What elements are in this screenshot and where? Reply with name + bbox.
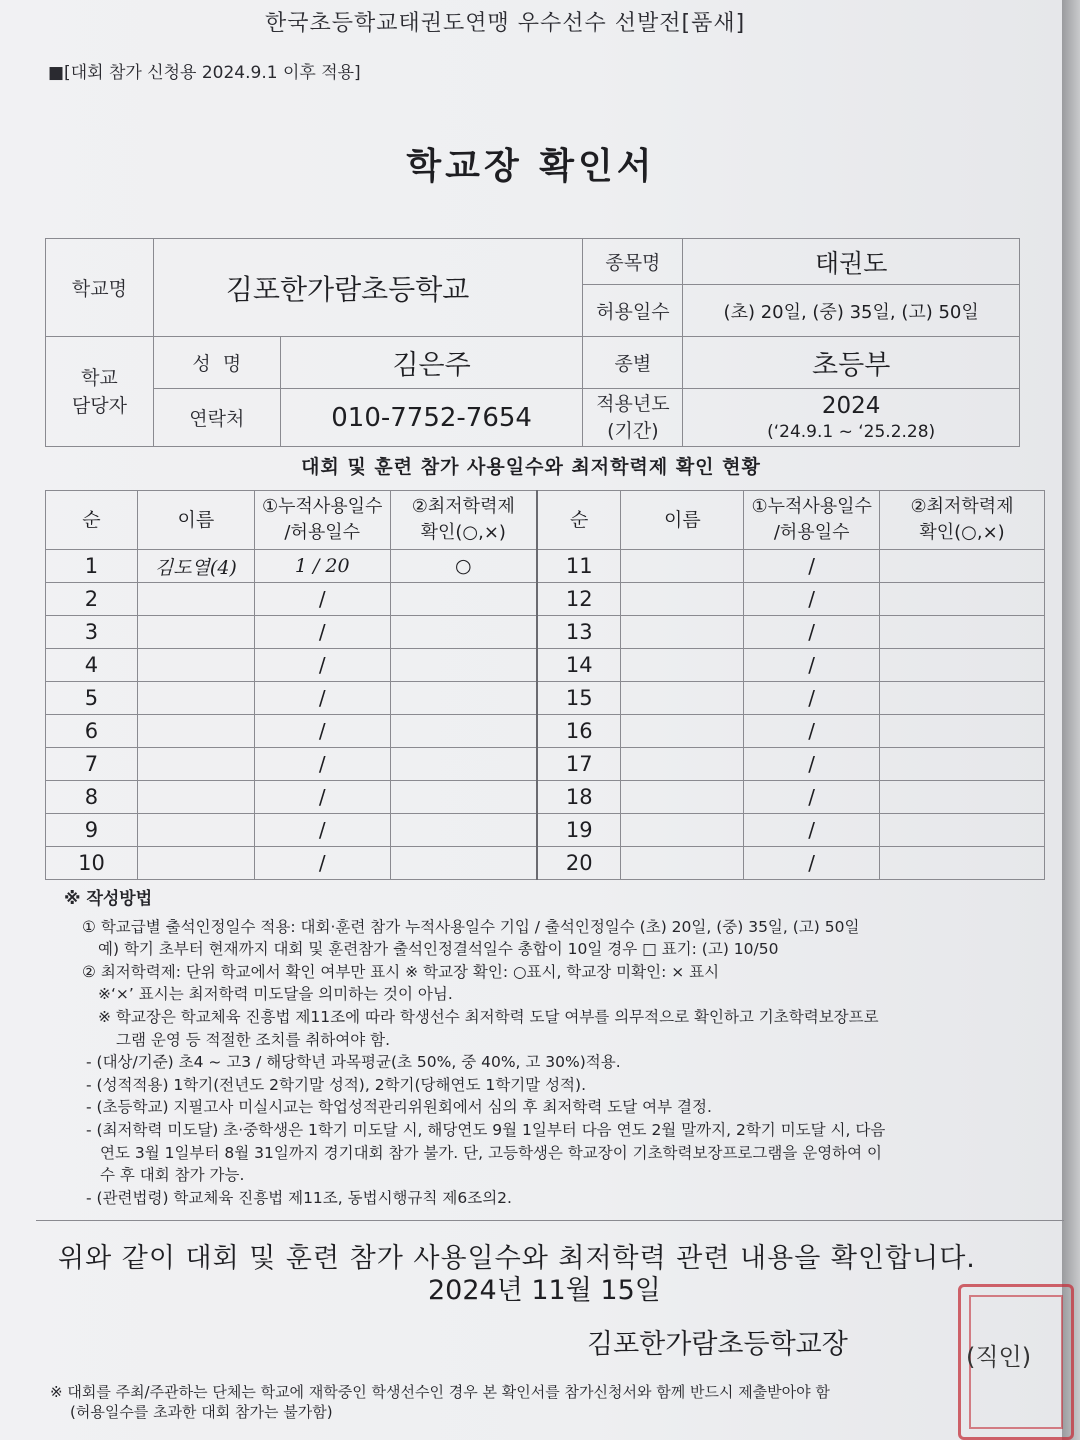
row-check bbox=[880, 781, 1045, 814]
row-name bbox=[621, 649, 744, 682]
instruction-line: - (초등학교) 지필고사 미실시교는 학업성적관리위원회에서 심의 후 최저학력 도달 여부 결정. bbox=[86, 1098, 712, 1117]
row-check bbox=[390, 847, 537, 880]
row-check bbox=[390, 715, 537, 748]
row-name bbox=[621, 781, 744, 814]
instructions bbox=[64, 888, 994, 1209]
row-days: / bbox=[744, 649, 880, 682]
row-number: 15 bbox=[537, 682, 621, 715]
table-row bbox=[46, 682, 1045, 715]
col-no-header: 순 bbox=[537, 491, 621, 550]
year-value: 2024 bbox=[821, 392, 881, 419]
row-name bbox=[621, 682, 744, 715]
col-check-header: ②최저학력제 확인(○,×) bbox=[390, 491, 537, 550]
instruction-line: 그램 운영 등 적절한 조치를 취하여야 함. bbox=[116, 1030, 391, 1049]
row-name bbox=[137, 682, 254, 715]
col-days-header: ①누적사용일수 /허용일수 bbox=[254, 491, 390, 550]
division-value: 초등부 bbox=[683, 337, 1020, 389]
instruction-line: - (최저학력 미도달) 초·중학생은 1학기 미도달 시, 해당연도 9월 1일부터 다음 연도 2월 말까지, 2학기 미도달 시, 다음 bbox=[86, 1120, 886, 1139]
instruction-line: ① 학교급별 출석인정일수 적용: 대회·훈련 참가 누적사용일수 기입 / 출석인정일수 (초) 20일, (중) 35일, (고) 50일 bbox=[82, 917, 860, 936]
instruction-line: 연도 3월 1일부터 8월 31일까지 경기대회 참가 불가. 단, 고등학생은 학교장이 기초학력보장프로그램을 운영하여 이 bbox=[100, 1143, 883, 1162]
row-number: 1 bbox=[46, 550, 138, 583]
row-check bbox=[880, 682, 1045, 715]
row-number: 11 bbox=[537, 550, 621, 583]
principal-name: 김포한가람초등학교장 bbox=[587, 1329, 848, 1360]
instruction-line: 예) 학기 초부터 현재까지 대회 및 훈련참가 출석인정결석일수 총합이 10일 경우 □ 표기: (고) 10/50 bbox=[98, 940, 779, 959]
sport-value: 태권도 bbox=[683, 239, 1020, 285]
row-number: 5 bbox=[46, 682, 138, 715]
row-days: / bbox=[254, 616, 390, 649]
row-number: 20 bbox=[537, 847, 621, 880]
row-number: 19 bbox=[537, 814, 621, 847]
row-days: / bbox=[254, 583, 390, 616]
row-name: 김도열(4) bbox=[137, 550, 254, 583]
row-check bbox=[880, 814, 1045, 847]
col-name-header: 이름 bbox=[137, 491, 254, 550]
row-number: 3 bbox=[46, 616, 138, 649]
row-name bbox=[137, 748, 254, 781]
school-info-table bbox=[45, 238, 1020, 447]
row-name bbox=[621, 748, 744, 781]
row-days: / bbox=[744, 682, 880, 715]
table-row bbox=[46, 814, 1045, 847]
instruction-line: - (성적적용) 1학기(전년도 2학기말 성적), 2학기(당해연도 1학기말 성적). bbox=[86, 1075, 586, 1094]
document-title: 학교장 확인서 bbox=[406, 145, 656, 187]
row-number: 13 bbox=[537, 616, 621, 649]
status-table bbox=[45, 490, 1045, 880]
row-name bbox=[621, 847, 744, 880]
row-check bbox=[390, 682, 537, 715]
seal-label: (직인) bbox=[966, 1343, 1032, 1371]
row-name bbox=[621, 583, 744, 616]
row-name bbox=[137, 616, 254, 649]
row-check bbox=[390, 649, 537, 682]
name-label: 성 명 bbox=[153, 337, 280, 389]
instruction-line: - (관련법령) 학교체육 진흥법 제11조, 동법시행규칙 제6조의2. bbox=[86, 1188, 512, 1207]
row-number: 9 bbox=[46, 814, 138, 847]
allowed-days-value: (초) 20일, (중) 35일, (고) 50일 bbox=[683, 285, 1020, 337]
row-number: 12 bbox=[537, 583, 621, 616]
table-row bbox=[46, 748, 1045, 781]
confirmation-statement: 위와 같이 대회 및 훈련 참가 사용일수와 최저학력 관련 내용을 확인합니다. bbox=[58, 1243, 976, 1274]
row-check bbox=[880, 715, 1045, 748]
row-name bbox=[621, 814, 744, 847]
school-label: 학교명 bbox=[46, 239, 154, 337]
row-check: ○ bbox=[390, 550, 537, 583]
row-days: / bbox=[254, 649, 390, 682]
instructions-list bbox=[64, 916, 994, 1210]
instruction-line: ② 최저학력제: 단위 학교에서 확인 여부만 표시 ※ 학교장 확인: ○표시, 학교장 미확인: × 표시 bbox=[82, 962, 720, 981]
row-number: 4 bbox=[46, 649, 138, 682]
row-days: / bbox=[254, 682, 390, 715]
table-row bbox=[46, 550, 1045, 583]
row-check bbox=[880, 847, 1045, 880]
phone-label: 연락처 bbox=[153, 389, 280, 447]
row-check bbox=[390, 781, 537, 814]
row-days: / bbox=[744, 616, 880, 649]
row-number: 2 bbox=[46, 583, 138, 616]
row-days: / bbox=[744, 748, 880, 781]
phone-value: 010-7752-7654 bbox=[280, 389, 583, 447]
row-check bbox=[880, 649, 1045, 682]
row-check bbox=[880, 748, 1045, 781]
row-days: / bbox=[254, 715, 390, 748]
table-row bbox=[46, 781, 1045, 814]
row-number: 14 bbox=[537, 649, 621, 682]
row-name bbox=[137, 649, 254, 682]
col-check-header: ②최저학력제 확인(○,×) bbox=[880, 491, 1045, 550]
row-check bbox=[390, 748, 537, 781]
instruction-line: 수 후 대회 참가 가능. bbox=[100, 1166, 245, 1185]
row-days: 1 / 20 bbox=[254, 550, 390, 583]
applies-to-note: ■[대회 참가 신청용 2024.9.1 이후 적용] bbox=[48, 63, 361, 83]
row-days: / bbox=[744, 814, 880, 847]
footnote-line: ※ 대회를 주최/주관하는 단체는 학교에 재학중인 학생선수인 경우 본 확인서를 참가신청서와 함께 반드시 제출받아야 함 bbox=[50, 1383, 830, 1401]
sport-label: 종목명 bbox=[583, 239, 683, 285]
row-name bbox=[137, 847, 254, 880]
name-value: 김은주 bbox=[280, 337, 583, 389]
status-rows bbox=[46, 550, 1045, 880]
row-days: / bbox=[744, 781, 880, 814]
row-check bbox=[390, 583, 537, 616]
year-cell bbox=[683, 389, 1020, 447]
instruction-line: ※ 학교장은 학교체육 진흥법 제11조에 따라 학생선수 최저학력 도달 여부를 의무적으로 확인하고 기초학력보장프로 bbox=[98, 1007, 879, 1026]
row-days: / bbox=[744, 583, 880, 616]
row-name bbox=[621, 616, 744, 649]
table-row bbox=[46, 649, 1045, 682]
table-row bbox=[46, 616, 1045, 649]
period-value: (‘24.9.1 ~ ‘25.2.28) bbox=[767, 421, 936, 442]
row-name bbox=[137, 814, 254, 847]
confirmation-date: 2024년 11월 15일 bbox=[428, 1275, 661, 1306]
row-check bbox=[390, 616, 537, 649]
instruction-line: ※‘×’ 표시는 최저학력 미도달을 의미하는 것이 아님. bbox=[98, 985, 453, 1004]
row-days: / bbox=[744, 550, 880, 583]
row-number: 6 bbox=[46, 715, 138, 748]
row-number: 18 bbox=[537, 781, 621, 814]
instructions-heading: ※ 작성방법 bbox=[64, 889, 153, 909]
status-title: 대회 및 훈련 참가 사용일수와 최저학력제 확인 현황 bbox=[301, 456, 761, 478]
instruction-line: - (대상/기준) 초4 ~ 고3 / 해당학년 과목평균(초 50%, 중 40%, 고 30%)적용. bbox=[86, 1053, 621, 1072]
row-check bbox=[880, 616, 1045, 649]
footnote-line: (허용일수를 초과한 대회 참가는 불가함) bbox=[70, 1403, 333, 1421]
row-days: / bbox=[254, 847, 390, 880]
row-days: / bbox=[254, 814, 390, 847]
col-name-header: 이름 bbox=[621, 491, 744, 550]
row-number: 8 bbox=[46, 781, 138, 814]
row-days: / bbox=[744, 847, 880, 880]
divider bbox=[36, 1220, 1064, 1221]
footnote bbox=[50, 1382, 830, 1422]
row-days: / bbox=[254, 748, 390, 781]
row-days: / bbox=[744, 715, 880, 748]
contact-person-label: 학교 담당자 bbox=[46, 337, 154, 447]
col-days-header: ①누적사용일수 /허용일수 bbox=[744, 491, 880, 550]
row-check bbox=[880, 550, 1045, 583]
row-name bbox=[621, 550, 744, 583]
row-name bbox=[137, 715, 254, 748]
row-name bbox=[137, 781, 254, 814]
row-number: 7 bbox=[46, 748, 138, 781]
row-number: 16 bbox=[537, 715, 621, 748]
row-name bbox=[137, 583, 254, 616]
federation-line: 한국초등학교태권도연맹 우수선수 선발전[품새] bbox=[265, 11, 746, 36]
table-row bbox=[46, 583, 1045, 616]
table-row bbox=[46, 715, 1045, 748]
table-row bbox=[46, 847, 1045, 880]
division-label: 종별 bbox=[583, 337, 683, 389]
background-edge bbox=[1062, 0, 1080, 1440]
row-days: / bbox=[254, 781, 390, 814]
row-number: 17 bbox=[537, 748, 621, 781]
row-name bbox=[621, 715, 744, 748]
row-number: 10 bbox=[46, 847, 138, 880]
row-check bbox=[880, 583, 1045, 616]
allowed-days-label: 허용일수 bbox=[583, 285, 683, 337]
year-label: 적용년도 (기간) bbox=[583, 389, 683, 447]
school-name: 김포한가람초등학교 bbox=[153, 239, 583, 337]
row-check bbox=[390, 814, 537, 847]
col-no-header: 순 bbox=[46, 491, 138, 550]
